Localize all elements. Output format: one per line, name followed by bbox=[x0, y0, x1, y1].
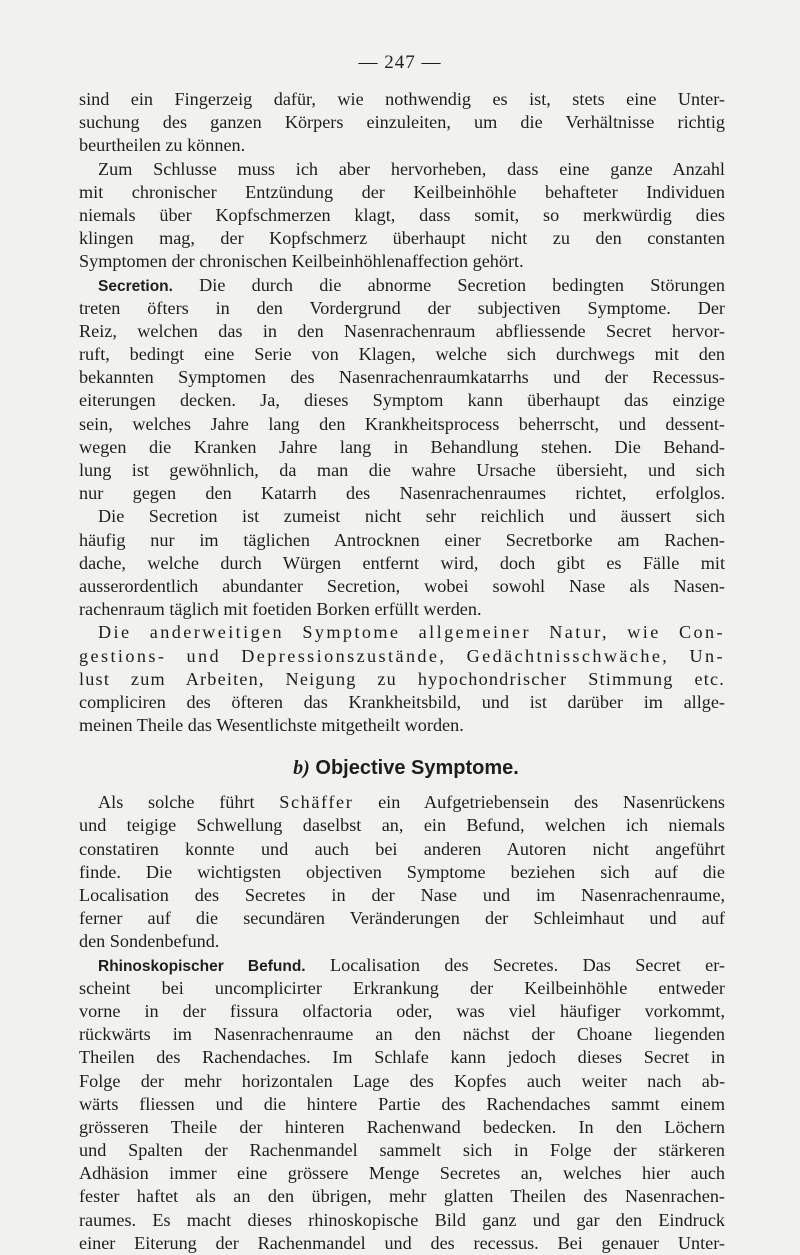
section-title: Objective Symptome. bbox=[315, 757, 519, 780]
text-line: wärts fliessen und die hintere Partie des Rachendaches sammt einem bbox=[79, 1093, 725, 1114]
text-line bbox=[79, 791, 725, 814]
text-line: raumes. Es macht dieses rhinoskopische Bild ganz und gar den Eindruck bbox=[79, 1209, 725, 1230]
text-line: vorne in der fissura olfactoria oder, was viel häufiger vorkommt, bbox=[79, 1000, 725, 1021]
text-line: und Spalten der Rachenmandel sammelt sich in Folge der stärkeren bbox=[79, 1140, 725, 1161]
text-line: wegen die Kranken Jahre lang in Behandlung stehen. Die Behand- bbox=[79, 436, 725, 457]
text-line: meinen Theile das Wesentlichste mitgetheilt worden. bbox=[79, 715, 464, 736]
text-line: mit chronischer Entzündung der Keilbeinhöhle behafteter Individuen bbox=[79, 181, 725, 202]
text-line-spaced: gestions- und Depressionszustände, Gedächtnisschwäche, Un- bbox=[79, 645, 725, 666]
text-line: grösseren Theile der hinteren Rachenwand bedecken. In den Löchern bbox=[79, 1116, 725, 1137]
text-line: dache, welche durch Würgen entfernt wird, doch gibt es Fälle mit bbox=[79, 552, 725, 573]
text-line: constatiren konnte und auch bei anderen Autoren nicht angeführt bbox=[79, 838, 725, 859]
text-run: Localisation des Secretes. Das Secret er- bbox=[305, 954, 725, 975]
text-line: bekannten Symptomen des Nasenrachenraumkatarrhs und der Recessus- bbox=[79, 367, 725, 388]
text-line: Folge der mehr horizontalen Lage des Kopfes auch weiter nach ab- bbox=[79, 1070, 725, 1091]
text-run: Als solche führt bbox=[98, 792, 280, 813]
text-line bbox=[79, 274, 725, 297]
text-line: Theilen des Rachendaches. Im Schlafe kann jedoch dieses Secret in bbox=[79, 1047, 725, 1068]
text-line: suchung des ganzen Körpers einzuleiten, um die Verhältnisse richtig bbox=[79, 112, 725, 133]
text-line-spaced: lust zum Arbeiten, Neigung zu hypochondrischer Stimmung etc. bbox=[79, 668, 725, 689]
text-line: sein, welches Jahre lang den Krankheitsprocess beherrscht, und dessent- bbox=[79, 413, 725, 434]
text-line: Symptomen der chronischen Keilbeinhöhlenaffection gehört. bbox=[79, 251, 524, 272]
text-line: finde. Die wichtigsten objectiven Symptome beziehen sich auf die bbox=[79, 861, 725, 882]
text-run: Die durch die abnorme Secretion bedingten Störungen bbox=[172, 274, 725, 295]
text-line: einer Eiterung der Rachenmandel und des recessus. Bei genauer Unter- bbox=[79, 1232, 725, 1253]
text-line: fester haftet als an den übrigen, mehr glatten Theilen des Nasenrachen- bbox=[79, 1186, 725, 1207]
text-line: den Sondenbefund. bbox=[79, 931, 220, 952]
run-in-heading: Rhinoskopischer Befund. bbox=[98, 957, 306, 975]
text-line: Adhäsion immer eine grössere Menge Secretes an, welches hier auch bbox=[79, 1163, 725, 1184]
text-line: eiterungen decken. Ja, dieses Symptom kann überhaupt das einzige bbox=[79, 390, 725, 411]
run-in-heading: Secretion. bbox=[98, 277, 173, 295]
section-letter: b) bbox=[293, 757, 310, 780]
author-name: Schäffer bbox=[279, 792, 354, 813]
text-line: Zum Schlusse muss ich aber hervorheben, dass eine ganze Anzahl bbox=[98, 158, 725, 179]
text-line: niemals über Kopfschmerzen klagt, dass somit, so merkwürdig dies bbox=[79, 204, 725, 225]
text-line: ruft, bedingt eine Serie von Klagen, welche sich durchwegs mit den bbox=[79, 344, 725, 365]
text-line: beurtheilen zu können. bbox=[79, 135, 246, 156]
page-number: — 247 — bbox=[358, 52, 442, 73]
text-line: nur gegen den Katarrh des Nasenrachenraumes richtet, erfolglos. bbox=[79, 483, 725, 504]
text-line: treten öfters in den Vordergrund der subjectiven Symptome. Der bbox=[79, 297, 725, 318]
text-line: rückwärts im Nasenrachenraume an den nächst der Choane liegenden bbox=[79, 1024, 725, 1045]
section-heading bbox=[79, 753, 725, 783]
text-line: ausserordentlich abundanter Secretion, wobei sowohl Nase als Nasen- bbox=[79, 575, 725, 596]
text-line: compliciren des öfteren das Krankheitsbild, und ist darüber im allge- bbox=[79, 691, 725, 712]
text-line-spaced: Die anderweitigen Symptome allgemeiner Natur, wie Con- bbox=[98, 622, 725, 643]
text-line: und teigige Schwellung daselbst an, ein Befund, welchen ich niemals bbox=[79, 815, 725, 836]
text-line: sind ein Fingerzeig dafür, wie nothwendig es ist, stets eine Unter- bbox=[79, 89, 725, 109]
text-line: scheint bei uncomplicirter Erkrankung der Keilbeinhöhle entweder bbox=[79, 977, 725, 998]
text-line: ferner auf die secundären Veränderungen der Schleimhaut und auf bbox=[79, 908, 725, 929]
text-line: häufig nur im täglichen Antrocknen einer Secretborke am Rachen- bbox=[79, 529, 725, 550]
text-line: klingen mag, der Kopfschmerz überhaupt nicht zu den constanten bbox=[79, 228, 725, 249]
text-line: lung ist gewöhnlich, da man die wahre Ursache übersieht, und sich bbox=[79, 460, 725, 480]
text-line: Die Secretion ist zumeist nicht sehr reichlich und äussert sich bbox=[98, 506, 725, 527]
text-run: ein Aufgetriebensein des Nasenrückens bbox=[353, 792, 725, 813]
spacer bbox=[79, 783, 725, 791]
text-line: Localisation des Secretes in der Nase und im Nasenrachenraume, bbox=[79, 885, 725, 905]
spacer bbox=[79, 737, 725, 753]
text-line bbox=[79, 954, 725, 977]
text-line: Reiz, welchen das in den Nasenrachenraum abfliessende Secret hervor- bbox=[79, 320, 725, 341]
text-line: rachenraum täglich mit foetiden Borken erfüllt werden. bbox=[79, 599, 482, 620]
body-text bbox=[79, 88, 725, 1255]
